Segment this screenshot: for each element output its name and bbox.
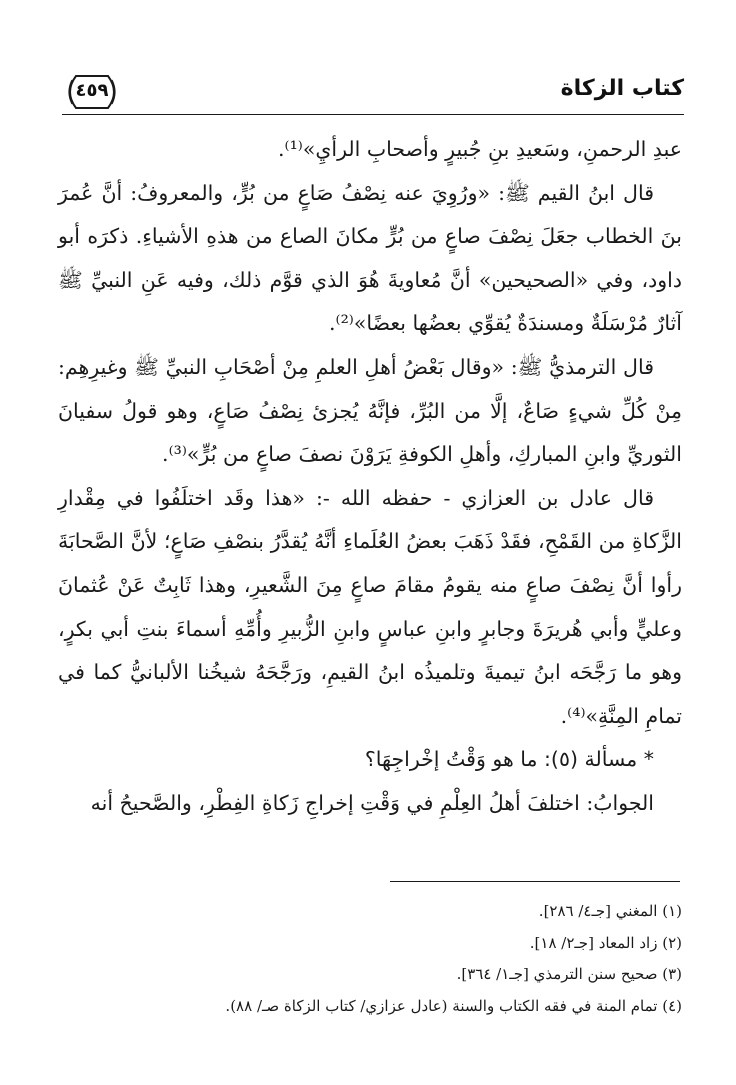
footnote-1: (١) المغني [جـ٤/ ٢٨٦]. (538, 902, 682, 920)
page-number-badge (62, 74, 122, 110)
answer-paragraph: الجوابُ: اختلفَ أهلُ العِلْمِ في وَقْتِ إخراجِ زَكاةِ الفِطْرِ، والصَّحيحُ أنه (90, 790, 654, 815)
book-title: كتاب الزكاة (560, 76, 684, 101)
page-header (62, 74, 684, 115)
footnote-4: (٤) تمام المنة في فقه الكتاب والسنة (عادل عزازي/ كتاب الزكاة صـ/ ٨٨). (225, 996, 682, 1015)
footnotes (58, 896, 682, 1022)
paragraph-continuation: عبدِ الرحمنِ، وسَعيدِ بنِ جُبيرٍ وأصحابِ الرأيِ»⁽¹⁾. (278, 137, 682, 161)
footnote-2: (٢) زاد المعاد [جـ٢/ ١٨]. (529, 933, 682, 952)
paragraph-tirmidhi: قال الترمذيُّ ﷺ: «وقال بَعْضُ أهلِ العلمِ مِنْ أصْحَابِ النبيِّ ﷺ وغيرِهِم: مِنْ كُلِّ شيءٍ صَاعٌ، إلَّا من البُرِّ، فإنَّهُ يُجزئ نِصْفُ صَاعٍ، وهو قولُ سفيانَ الثوريِّ وابنِ المباركِ، وأهلِ الكوفةِ يَرَوْنَ نصفَ صاعٍ من بُرٍّ»⁽³⁾. (58, 354, 682, 467)
footnote-3: (٣) صحيح سنن الترمذي [جـ١/ ٣٦٤]. (456, 965, 682, 983)
paragraph-azazi: قال عادل بن العزازي - حفظه الله -: «هذا وقَد اختلَفُوا في مِقْدارِ الزَّكاةِ من القَمْحِ، فقَدْ ذَهَبَ بعضُ العُلَماءِ أنَّهُ يُقدَّرُ بنصْفِ صَاعٍ؛ لأنَّ الصَّحابَةَ رأوا أنَّ نِصْفَ صاعٍ منه يقومُ مقامَ صاعٍ مِنَ الشَّعيرِ، وهذا ثَابِتٌ عَنْ عُثمانَ وعليٍّ وأبي هُريرَةَ وجابرٍ وابنِ عباسٍ وابنِ الزُّبيرِ وأُمِّهِ أسماءَ بنتِ أبي بكرٍ، وهو ما رَجَّحَه ابنُ تيميةَ وتلميذُه ابنُ القيمِ، ورَجَّحَهُ شيخُنا الألبانيُّ كما في تمامِ المِنَّةِ»⁽⁴⁾. (58, 485, 682, 728)
footnote-divider (390, 881, 680, 882)
question-heading: * مسألة (٥): ما هو وَقْتُ إخْراجِهَا؟ (364, 747, 654, 772)
page-number: ٤٥٩ (75, 80, 109, 101)
paragraph-ibn-qayyim: قال ابنُ القيم ﷺ: «ورُوِيَ عنه نِصْفُ صَاعٍ من بُرٍّ، والمعروفُ: أنَّ عُمرَ بنَ الخطاب جعَلَ نِصْفَ صاعٍ من بُرٍّ مكانَ الصاع من هذهِ الأشياءِ. ذكرَه أبو داود، وفي «الصحيحين» أنَّ مُعاويةَ هُوَ الذي قوَّم ذلك، وفيه عَنِ النبيِّ ﷺ آثارٌ مُرْسَلَةٌ ومسندَةٌ يُقوِّي بعضُها بعضًا»⁽²⁾. (58, 180, 682, 336)
main-text (58, 128, 682, 826)
